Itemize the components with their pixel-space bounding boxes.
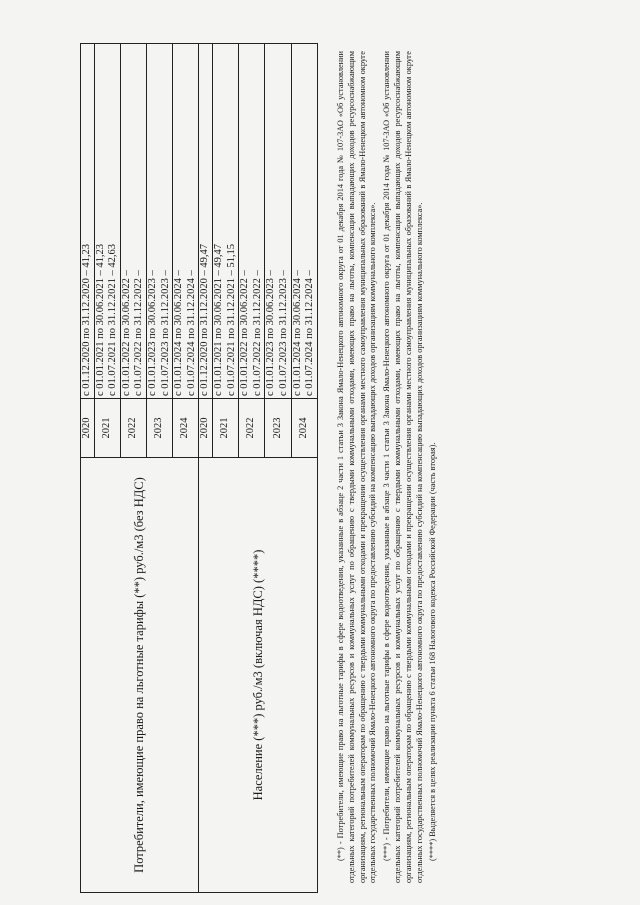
period-cell xyxy=(173,44,199,399)
year-cell: 2023 xyxy=(265,399,291,458)
period-line: с 01.01.2024 по 30.06.2024 – xyxy=(291,270,303,396)
year-cell: 2024 xyxy=(173,399,199,458)
tariff-table xyxy=(80,43,318,893)
category-cell: Население (***) руб./м3 (включая НДС) (****) xyxy=(199,458,317,893)
period-line: с 01.07.2023 по 31.12.2023 – xyxy=(159,270,171,396)
period-line: с 01.01.2023 по 30.06.2023 – xyxy=(146,270,158,396)
period-line: с 01.07.2024 по 31.12.2024 – xyxy=(185,270,197,396)
period-line: с 01.07.2023 по 31.12.2023 – xyxy=(277,270,289,396)
year-cell: 2024 xyxy=(291,399,317,458)
year-cell: 2023 xyxy=(146,399,172,458)
table-row xyxy=(199,44,213,893)
period-line: с 01.01.2023 по 30.06.2023 – xyxy=(265,270,277,396)
category-cell: Потребители, имеющие право на льготные тарифы (**) руб./м3 (без НДС) xyxy=(81,458,199,893)
year-cell: 2022 xyxy=(239,399,265,458)
period-cell xyxy=(199,44,213,399)
period-line: с 01.01.2024 по 30.06.2024 – xyxy=(173,270,185,396)
rotated-page-content xyxy=(80,43,522,893)
period-line: с 01.12.2020 по 31.12.2020 – 49,47 xyxy=(199,243,211,396)
period-line: с 01.01.2022 по 30.06.2022 – xyxy=(239,270,251,396)
period-cell xyxy=(212,44,238,399)
year-cell: 2021 xyxy=(94,399,120,458)
period-cell xyxy=(265,44,291,399)
year-cell: 2020 xyxy=(199,399,213,458)
footnote-population: (***) - Потребители, имеющие право на льготные тарифы в сфере водоотведения, указанные в абзаце 3 части 1 статьи 3 Закона Ямало-Ненецкого автономного округа от 01 декабря 2014 года № 107-ЗАО «Об установлении отдельных категорий потребителей коммунальных ресурсов и коммунальных услуг по обращению с твердыми коммунальными отходами, имеющих право на льготы, компенсации выпадающих доходов ресурсоснабжающим организациям, региональным операторам по обращению с твердыми коммунальными отходами и прекращении осуществления органами местного самоуправления муниципальных образований в Ямало-Ненецком автономном округе отдельных государственных полномочий Ямало-Ненецкого автономного округа по предоставлению субсидий на компенсацию выпадающих доходов организациям коммунального комплекса». xyxy=(382,51,424,883)
period-cell xyxy=(120,44,146,399)
period-line: с 01.07.2021 по 31.12.2021 – 42,63 xyxy=(107,243,119,396)
period-line: с 01.01.2021 по 30.06.2021 – 49,47 xyxy=(212,243,224,396)
footnote-preferential: (**) - Потребители, имеющие право на льготные тарифы в сфере водоотведения, указанные в абзаце 2 части 1 статьи 3 Закона Ямало-Ненецкого автономного округа от 01 декабря 2014 года № 107-ЗАО «Об установлении отдельных категорий потребителей коммунальных ресурсов и коммунальных услуг по обращению с твердыми коммунальными отходами, имеющих право на льготы, компенсации выпадающих доходов ресурсоснабжающим организациям, региональным операторам по обращению с твердыми коммунальными отходами и прекращении осуществления органами местного самоуправления муниципальных образований в Ямало-Ненецком автономном округе отдельных государственных полномочий Ямало-Ненецкого автономного округа по предоставлению субсидий на компенсацию выпадающих доходов организациям коммунального комплекса». xyxy=(336,51,378,883)
table-row xyxy=(81,44,95,893)
period-line: с 01.01.2021 по 30.06.2021 – 41,23 xyxy=(94,243,106,396)
period-line: с 01.07.2021 по 31.12.2021 – 51,15 xyxy=(225,243,237,396)
period-cell xyxy=(81,44,95,399)
year-cell: 2020 xyxy=(81,399,95,458)
year-cell: 2022 xyxy=(120,399,146,458)
period-cell xyxy=(291,44,317,399)
period-cell xyxy=(146,44,172,399)
period-line: с 01.12.2020 по 31.12.2020 – 41,23 xyxy=(81,243,92,396)
period-line: с 01.01.2022 по 30.06.2022 – xyxy=(120,270,132,396)
year-cell: 2021 xyxy=(212,399,238,458)
period-cell xyxy=(94,44,120,399)
period-cell xyxy=(239,44,265,399)
period-line: с 01.07.2022 по 31.12.2022 – xyxy=(251,270,263,396)
footnote-vat: (****) Выделяется в целях реализации пункта 6 статьи 168 Налогового кодекса Российской Федерации (часть вторая). xyxy=(428,442,438,861)
period-line: с 01.07.2024 по 31.12.2024 – xyxy=(304,270,316,396)
period-line: с 01.07.2022 по 31.12.2022 – xyxy=(133,270,145,396)
footnotes xyxy=(336,51,439,883)
